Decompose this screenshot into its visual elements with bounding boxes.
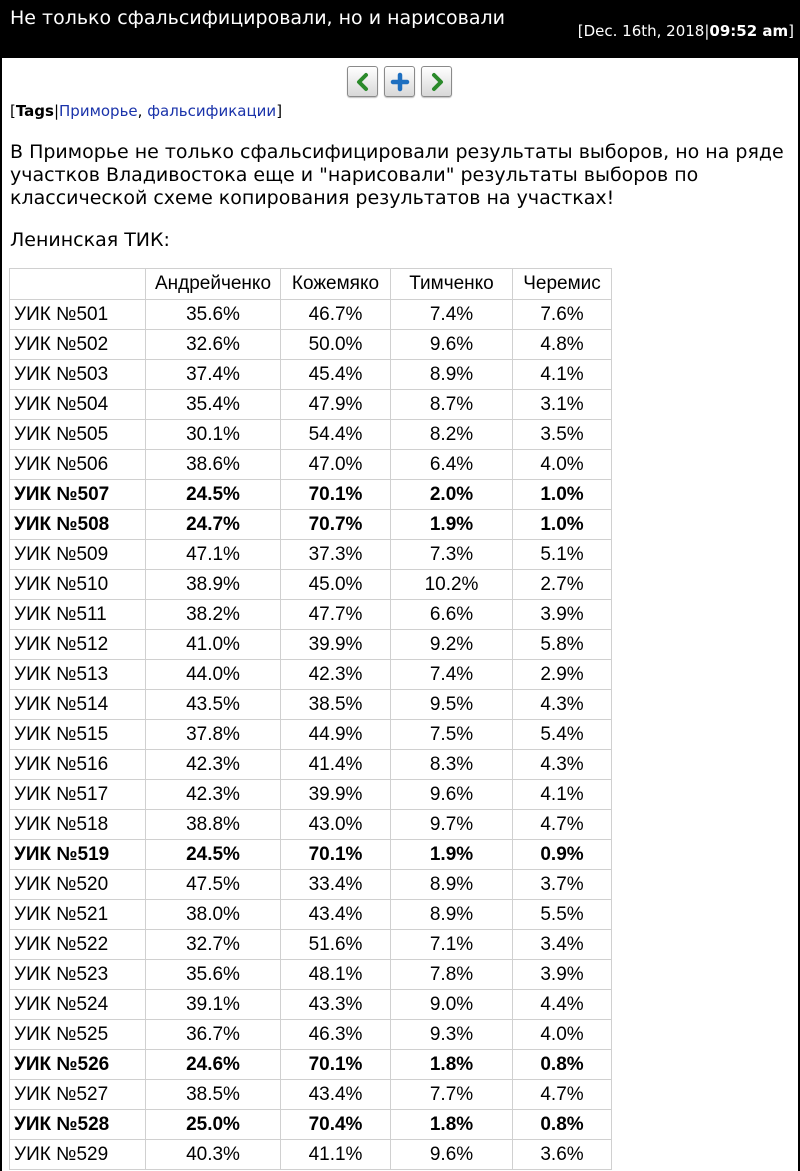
value-cell: 1.0% [513,480,612,510]
table-row [10,450,612,480]
value-cell: 42.3% [146,780,281,810]
value-cell: 3.5% [513,420,612,450]
value-cell: 6.4% [391,450,513,480]
table-row [10,540,612,570]
value-cell: 8.9% [391,360,513,390]
value-cell: 7.1% [391,930,513,960]
chevron-left-icon [353,72,373,92]
table-row [10,810,612,840]
value-cell: 47.9% [281,390,391,420]
uik-cell: УИК №516 [10,750,146,780]
table-row [10,570,612,600]
value-cell: 8.3% [391,750,513,780]
post-paragraph: В Приморье не только сфальсифицировали результаты выборов, но на ряде участков Владивостока еще и "нарисовали" результаты выборов по классической схеме копирования результатов на участках! [10,141,784,209]
table-row [10,1020,612,1050]
post-title: Не только сфальсифицировали, но и нарисовали [10,7,505,29]
value-cell: 8.9% [391,870,513,900]
value-cell: 9.0% [391,990,513,1020]
entry-navigation [347,66,452,98]
table-row [10,690,612,720]
value-cell: 45.0% [281,570,391,600]
table-row [10,840,612,870]
value-cell: 43.5% [146,690,281,720]
header-cell-timchenko: Тимченко [391,269,513,300]
value-cell: 51.6% [281,930,391,960]
value-cell: 0.8% [513,1050,612,1080]
value-cell: 4.4% [513,990,612,1020]
value-cell: 38.9% [146,570,281,600]
value-cell: 6.6% [391,600,513,630]
uik-cell: УИК №501 [10,300,146,330]
results-table [9,268,612,1170]
table-row [10,390,612,420]
value-cell: 3.4% [513,930,612,960]
header-cell-blank [10,269,146,300]
value-cell: 43.4% [281,1080,391,1110]
tags-close-bracket: ] [276,102,283,120]
value-cell: 38.0% [146,900,281,930]
value-cell: 44.9% [281,720,391,750]
value-cell: 1.8% [391,1110,513,1140]
value-cell: 4.0% [513,1020,612,1050]
previous-entry-button[interactable] [347,66,378,97]
value-cell: 39.9% [281,780,391,810]
value-cell: 54.4% [281,420,391,450]
uik-cell: УИК №508 [10,510,146,540]
value-cell: 24.7% [146,510,281,540]
tags-line [10,101,282,121]
value-cell: 47.1% [146,540,281,570]
uik-cell: УИК №522 [10,930,146,960]
uik-cell: УИК №518 [10,810,146,840]
value-cell: 8.7% [391,390,513,420]
uik-cell: УИК №525 [10,1020,146,1050]
value-cell: 47.5% [146,870,281,900]
value-cell: 43.3% [281,990,391,1020]
uik-cell: УИК №509 [10,540,146,570]
header-cell-kozhemyako: Кожемяко [281,269,391,300]
tag-link-falsifications[interactable]: фальсификации [147,102,277,120]
uik-cell: УИК №510 [10,570,146,600]
value-cell: 48.1% [281,960,391,990]
value-cell: 46.7% [281,300,391,330]
post-time: 09:52 am [709,22,789,40]
value-cell: 7.8% [391,960,513,990]
uik-cell: УИК №523 [10,960,146,990]
value-cell: 25.0% [146,1110,281,1140]
uik-cell: УИК №506 [10,450,146,480]
value-cell: 32.7% [146,930,281,960]
value-cell: 42.3% [146,750,281,780]
uik-cell: УИК №511 [10,600,146,630]
value-cell: 35.4% [146,390,281,420]
table-row [10,510,612,540]
tags-comma: , [137,102,148,120]
table-row [10,600,612,630]
value-cell: 3.9% [513,600,612,630]
value-cell: 47.7% [281,600,391,630]
next-entry-button[interactable] [421,66,452,97]
header-cell-cheremis: Черемис [513,269,612,300]
value-cell: 41.4% [281,750,391,780]
table-row [10,420,612,450]
value-cell: 70.1% [281,480,391,510]
value-cell: 46.3% [281,1020,391,1050]
table-row [10,960,612,990]
value-cell: 3.9% [513,960,612,990]
value-cell: 38.5% [281,690,391,720]
value-cell: 9.3% [391,1020,513,1050]
table-row [10,1110,612,1140]
value-cell: 24.6% [146,1050,281,1080]
table-row [10,990,612,1020]
value-cell: 36.7% [146,1020,281,1050]
uik-cell: УИК №504 [10,390,146,420]
value-cell: 1.0% [513,510,612,540]
uik-cell: УИК №513 [10,660,146,690]
value-cell: 4.7% [513,1080,612,1110]
value-cell: 4.3% [513,690,612,720]
value-cell: 38.2% [146,600,281,630]
table-row [10,1050,612,1080]
table-row [10,870,612,900]
value-cell: 8.9% [391,900,513,930]
value-cell: 70.1% [281,1050,391,1080]
post-date-text: Dec. 16th, 2018 [583,22,705,40]
uik-cell: УИК №524 [10,990,146,1020]
uik-cell: УИК №505 [10,420,146,450]
date-close-bracket: ] [788,22,794,40]
table-row [10,300,612,330]
table-row [10,750,612,780]
table-row [10,630,612,660]
value-cell: 9.6% [391,1140,513,1170]
tags-open-bracket: [ [10,102,16,120]
value-cell: 0.8% [513,1110,612,1140]
value-cell: 39.9% [281,630,391,660]
value-cell: 7.4% [391,660,513,690]
value-cell: 43.4% [281,900,391,930]
tags-label: Tags [15,102,54,120]
uik-cell: УИК №519 [10,840,146,870]
value-cell: 35.6% [146,300,281,330]
value-cell: 47.0% [281,450,391,480]
value-cell: 9.5% [391,690,513,720]
value-cell: 4.3% [513,750,612,780]
table-row [10,720,612,750]
uik-cell: УИК №527 [10,1080,146,1110]
header-cell-andreichenko: Андрейченко [146,269,281,300]
value-cell: 0.9% [513,840,612,870]
value-cell: 5.8% [513,630,612,660]
table-row [10,900,612,930]
value-cell: 7.7% [391,1080,513,1110]
uik-cell: УИК №503 [10,360,146,390]
date-open-bracket: [ [577,22,584,40]
value-cell: 44.0% [146,660,281,690]
value-cell: 5.4% [513,720,612,750]
value-cell: 41.0% [146,630,281,660]
uik-cell: УИК №515 [10,720,146,750]
value-cell: 9.6% [391,780,513,810]
value-cell: 24.5% [146,840,281,870]
plus-icon [390,72,410,92]
value-cell: 2.7% [513,570,612,600]
value-cell: 37.8% [146,720,281,750]
value-cell: 3.1% [513,390,612,420]
value-cell: 70.1% [281,840,391,870]
uik-cell: УИК №512 [10,630,146,660]
value-cell: 3.6% [513,1140,612,1170]
table-row [10,1140,612,1170]
table-row [10,660,612,690]
value-cell: 3.7% [513,870,612,900]
value-cell: 39.1% [146,990,281,1020]
value-cell: 42.3% [281,660,391,690]
value-cell: 37.3% [281,540,391,570]
table-header-row [10,269,612,300]
value-cell: 43.0% [281,810,391,840]
value-cell: 10.2% [391,570,513,600]
uik-cell: УИК №529 [10,1140,146,1170]
add-memory-button[interactable] [384,66,415,97]
value-cell: 4.8% [513,330,612,360]
value-cell: 1.8% [391,1050,513,1080]
value-cell: 5.5% [513,900,612,930]
value-cell: 4.7% [513,810,612,840]
value-cell: 37.4% [146,360,281,390]
value-cell: 7.4% [391,300,513,330]
value-cell: 70.4% [281,1110,391,1140]
uik-cell: УИК №514 [10,690,146,720]
value-cell: 70.7% [281,510,391,540]
value-cell: 9.2% [391,630,513,660]
value-cell: 38.8% [146,810,281,840]
post-date [578,21,794,41]
post-header [0,0,800,58]
value-cell: 35.6% [146,960,281,990]
uik-cell: УИК №517 [10,780,146,810]
value-cell: 7.6% [513,300,612,330]
table-row [10,780,612,810]
value-cell: 1.9% [391,840,513,870]
value-cell: 9.6% [391,330,513,360]
uik-cell: УИК №520 [10,870,146,900]
chevron-right-icon [427,72,447,92]
value-cell: 45.4% [281,360,391,390]
value-cell: 50.0% [281,330,391,360]
tags-separator: | [53,102,60,120]
value-cell: 9.7% [391,810,513,840]
value-cell: 4.0% [513,450,612,480]
value-cell: 5.1% [513,540,612,570]
tag-link-primorye[interactable]: Приморье [59,102,138,120]
table-row [10,330,612,360]
value-cell: 33.4% [281,870,391,900]
tik-label: Ленинская ТИК: [10,229,170,251]
table-row [10,1080,612,1110]
value-cell: 2.9% [513,660,612,690]
uik-cell: УИК №502 [10,330,146,360]
uik-cell: УИК №528 [10,1110,146,1140]
value-cell: 40.3% [146,1140,281,1170]
value-cell: 7.3% [391,540,513,570]
value-cell: 8.2% [391,420,513,450]
value-cell: 4.1% [513,780,612,810]
value-cell: 7.5% [391,720,513,750]
value-cell: 38.5% [146,1080,281,1110]
table-row [10,360,612,390]
value-cell: 4.1% [513,360,612,390]
date-separator: | [704,22,710,40]
uik-cell: УИК №526 [10,1050,146,1080]
uik-cell: УИК №507 [10,480,146,510]
value-cell: 38.6% [146,450,281,480]
uik-cell: УИК №521 [10,900,146,930]
value-cell: 24.5% [146,480,281,510]
value-cell: 32.6% [146,330,281,360]
value-cell: 30.1% [146,420,281,450]
table-row [10,480,612,510]
value-cell: 41.1% [281,1140,391,1170]
value-cell: 1.9% [391,510,513,540]
table-body [10,300,612,1170]
value-cell: 2.0% [391,480,513,510]
table-row [10,930,612,960]
